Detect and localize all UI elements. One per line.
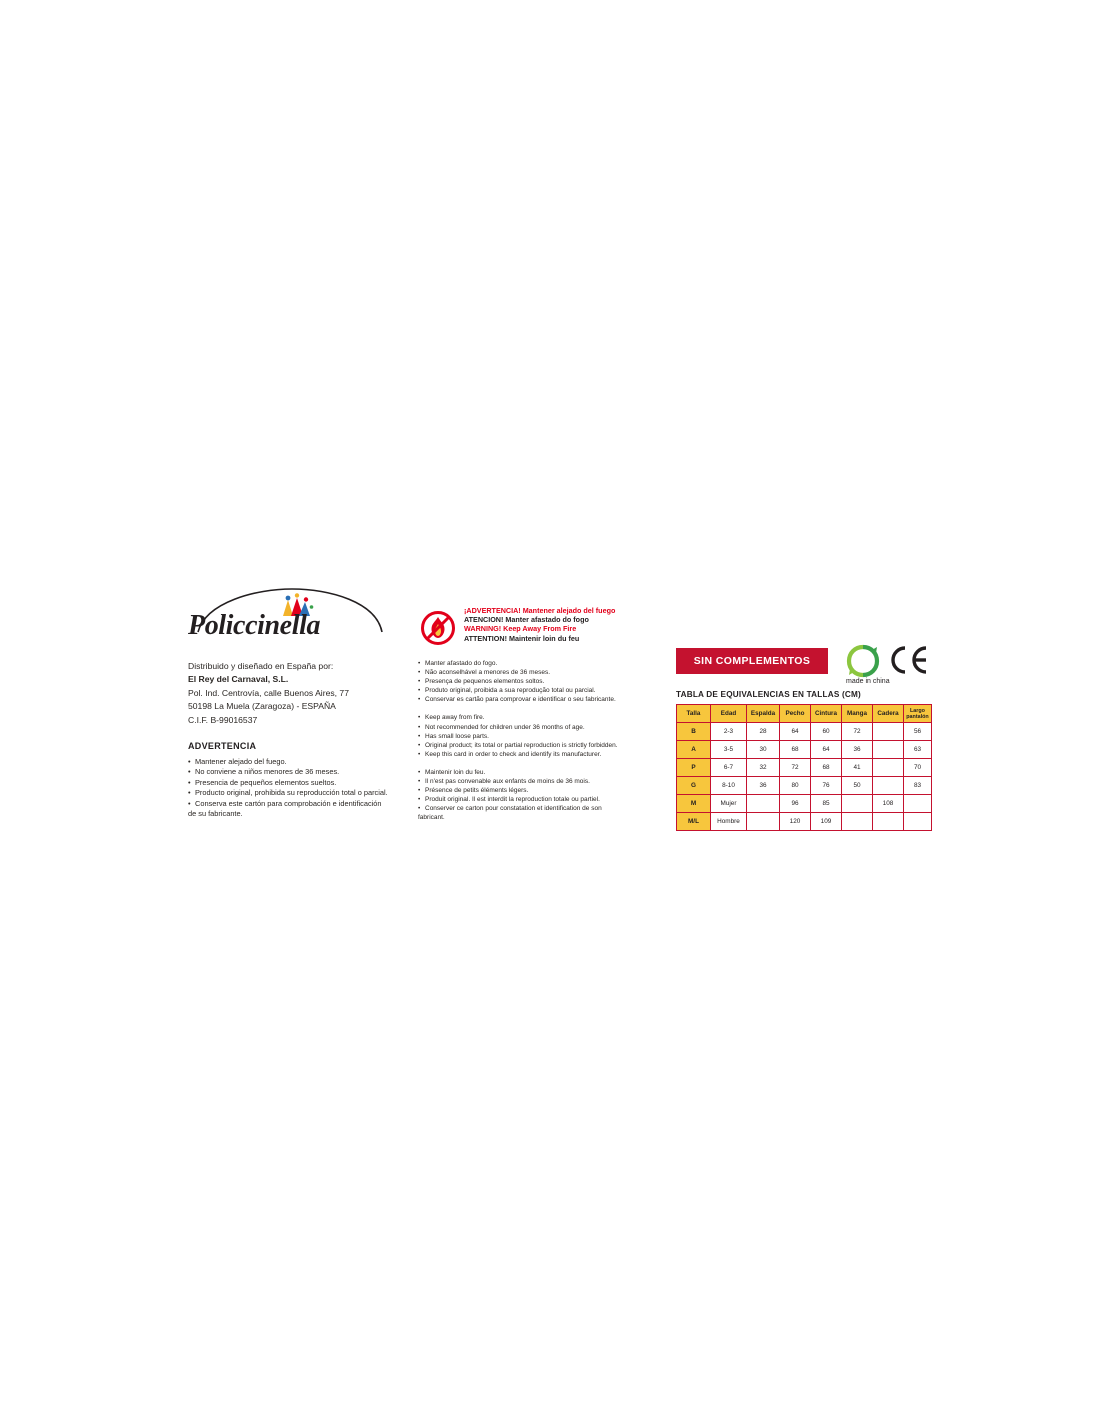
- cell-cadera: [873, 741, 904, 759]
- cell-pecho: 72: [780, 759, 811, 777]
- cell-edad: 2-3: [711, 723, 747, 741]
- list-item: • Présence de petits éléments légers.: [418, 786, 658, 795]
- fire-line-pt: ATENCION! Manter afastado do fogo: [464, 615, 589, 625]
- cell-edad: 8-10: [711, 777, 747, 795]
- warning-list-pt: [418, 659, 658, 704]
- cell-largo: 83: [904, 777, 932, 795]
- distributor-block: [188, 660, 438, 727]
- ce-mark-icon: [888, 644, 930, 676]
- cell-edad: 6-7: [711, 759, 747, 777]
- list-item: • Has small loose parts.: [418, 732, 658, 741]
- list-item: • Maintenir loin du feu.: [418, 768, 658, 777]
- list-item: • Original product; its total or partial reproduction is strictly forbidden.: [418, 741, 658, 750]
- fire-line-en: WARNING! Keep Away From Fire: [464, 624, 577, 634]
- column-header-talla: Talla: [677, 705, 711, 723]
- cell-manga: 50: [842, 777, 873, 795]
- column-header-espalda: Espalda: [747, 705, 780, 723]
- list-item: • Conserva este cartón para comprobación e identificación: [188, 799, 438, 809]
- table-header-row: [677, 705, 932, 723]
- distributor-cif: C.I.F. B-99016537: [188, 714, 258, 725]
- cell-cintura: 76: [811, 777, 842, 795]
- cell-talla: G: [677, 777, 711, 795]
- cell-espalda: 28: [747, 723, 780, 741]
- list-item: • Conserver ce carton pour constatation et identification de son: [418, 804, 658, 813]
- status-badge: SIN COMPLEMENTOS: [676, 648, 828, 674]
- list-item: • Not recommended for children under 36 months of age.: [418, 723, 658, 732]
- warning-list-es: [188, 757, 438, 819]
- table-row: [677, 795, 932, 813]
- cell-edad: Mujer: [711, 795, 747, 813]
- cell-talla: A: [677, 741, 711, 759]
- cell-cadera: [873, 723, 904, 741]
- list-item: • No conviene a niños menores de 36 meses.: [188, 767, 438, 777]
- table-row: [677, 777, 932, 795]
- brand-name: Policcinella: [188, 610, 321, 641]
- cell-cadera: [873, 813, 904, 831]
- cell-pecho: 80: [780, 777, 811, 795]
- cell-cintura: 60: [811, 723, 842, 741]
- cell-pecho: 96: [780, 795, 811, 813]
- cell-manga: [842, 795, 873, 813]
- cell-cintura: 68: [811, 759, 842, 777]
- fire-line-fr: ATTENTION! Maintenir loin du feu: [464, 633, 580, 643]
- size-table-title: TABLA DE EQUIVALENCIAS EN TALLAS (CM): [676, 690, 861, 699]
- warning-group-en: [418, 713, 658, 758]
- cell-talla: M/L: [677, 813, 711, 831]
- distributor-lead: Distribuido y diseñado en España por:: [188, 661, 334, 671]
- warning-title-es: ADVERTENCIA: [188, 741, 257, 752]
- cell-largo: [904, 813, 932, 831]
- table-row: [677, 813, 932, 831]
- distributor-company: El Rey del Carnaval, S.L.: [188, 674, 289, 685]
- list-item: • Manter afastado do fogo.: [418, 659, 658, 668]
- cell-manga: 72: [842, 723, 873, 741]
- column-header-edad: Edad: [711, 705, 747, 723]
- cell-pecho: 64: [780, 723, 811, 741]
- cell-cintura: 64: [811, 741, 842, 759]
- cell-pecho: 68: [780, 741, 811, 759]
- list-item: • Presencia de pequeños elementos sueltos.: [188, 778, 438, 788]
- badge-row: [676, 644, 946, 688]
- warning-group-pt: [418, 659, 658, 704]
- cell-manga: [842, 813, 873, 831]
- distributor-address-1: Pol. Ind. Centrovía, calle Buenos Aires, 77: [188, 687, 349, 698]
- list-item: • Keep away from fire.: [418, 713, 658, 722]
- cell-espalda: [747, 795, 780, 813]
- cell-talla: M: [677, 795, 711, 813]
- cell-espalda: [747, 813, 780, 831]
- cell-largo: [904, 795, 932, 813]
- list-item: • Não aconselhável a menores de 36 meses.: [418, 668, 658, 677]
- warning-list-fr: [418, 768, 658, 823]
- right-column: [676, 644, 946, 831]
- green-dot-recycle-icon: [846, 644, 880, 678]
- cell-cadera: [873, 777, 904, 795]
- list-item-continuation: de su fabricante.: [188, 809, 243, 819]
- list-item: • Presença de pequenos elementos soltos.: [418, 677, 658, 686]
- cell-espalda: 32: [747, 759, 780, 777]
- cell-edad: 3-5: [711, 741, 747, 759]
- size-equivalence-table: [676, 704, 932, 831]
- cell-talla: P: [677, 759, 711, 777]
- list-item: • Produto original, proibida a sua reprodução total ou parcial.: [418, 686, 658, 695]
- column-header-pecho: Pecho: [780, 705, 811, 723]
- list-item: • Keep this card in order to check and identify its manufacturer.: [418, 750, 658, 759]
- brand-logo: [188, 588, 388, 650]
- list-item: • Mantener alejado del fuego.: [188, 757, 438, 767]
- list-item-continuation: fabricant.: [418, 814, 445, 822]
- cell-cintura: 109: [811, 813, 842, 831]
- cell-manga: 41: [842, 759, 873, 777]
- cell-cadera: 108: [873, 795, 904, 813]
- fire-warning-lines: [464, 606, 615, 643]
- no-fire-icon: [418, 608, 458, 648]
- cell-manga: 36: [842, 741, 873, 759]
- list-item: • Il n'est pas convenable aux enfants de moins de 36 mois.: [418, 777, 658, 786]
- cell-largo: 56: [904, 723, 932, 741]
- list-item: • Producto original, prohibida su reproducción total o parcial.: [188, 788, 438, 798]
- table-row: [677, 741, 932, 759]
- left-column: [188, 588, 438, 819]
- cell-espalda: 30: [747, 741, 780, 759]
- made-in-label: made in china: [846, 678, 890, 685]
- list-item: • Conservar es cartão para comprovar e identificar o seu fabricante.: [418, 695, 658, 704]
- cell-pecho: 120: [780, 813, 811, 831]
- cell-largo: 63: [904, 741, 932, 759]
- warning-list-en: [418, 713, 658, 758]
- cell-espalda: 36: [747, 777, 780, 795]
- fire-line-es: ¡ADVERTENCIA! Mantener alejado del fuego: [464, 606, 616, 615]
- cell-talla: B: [677, 723, 711, 741]
- table-row: [677, 723, 932, 741]
- cell-cintura: 85: [811, 795, 842, 813]
- column-header-cintura: Cintura: [811, 705, 842, 723]
- cell-cadera: [873, 759, 904, 777]
- column-header-cadera: Cadera: [873, 705, 904, 723]
- distributor-address-2: 50198 La Muela (Zaragoza) - ESPAÑA: [188, 701, 336, 712]
- fire-warning-header: [418, 606, 658, 650]
- column-header-largo-pantalon: Largo pantalón: [904, 705, 932, 723]
- middle-column: [418, 606, 658, 823]
- cell-largo: 70: [904, 759, 932, 777]
- cell-edad: Hombre: [711, 813, 747, 831]
- warning-group-fr: [418, 768, 658, 823]
- table-row: [677, 759, 932, 777]
- column-header-manga: Manga: [842, 705, 873, 723]
- list-item: • Produit original. Il est interdit la reproduction totale ou partiel.: [418, 795, 658, 804]
